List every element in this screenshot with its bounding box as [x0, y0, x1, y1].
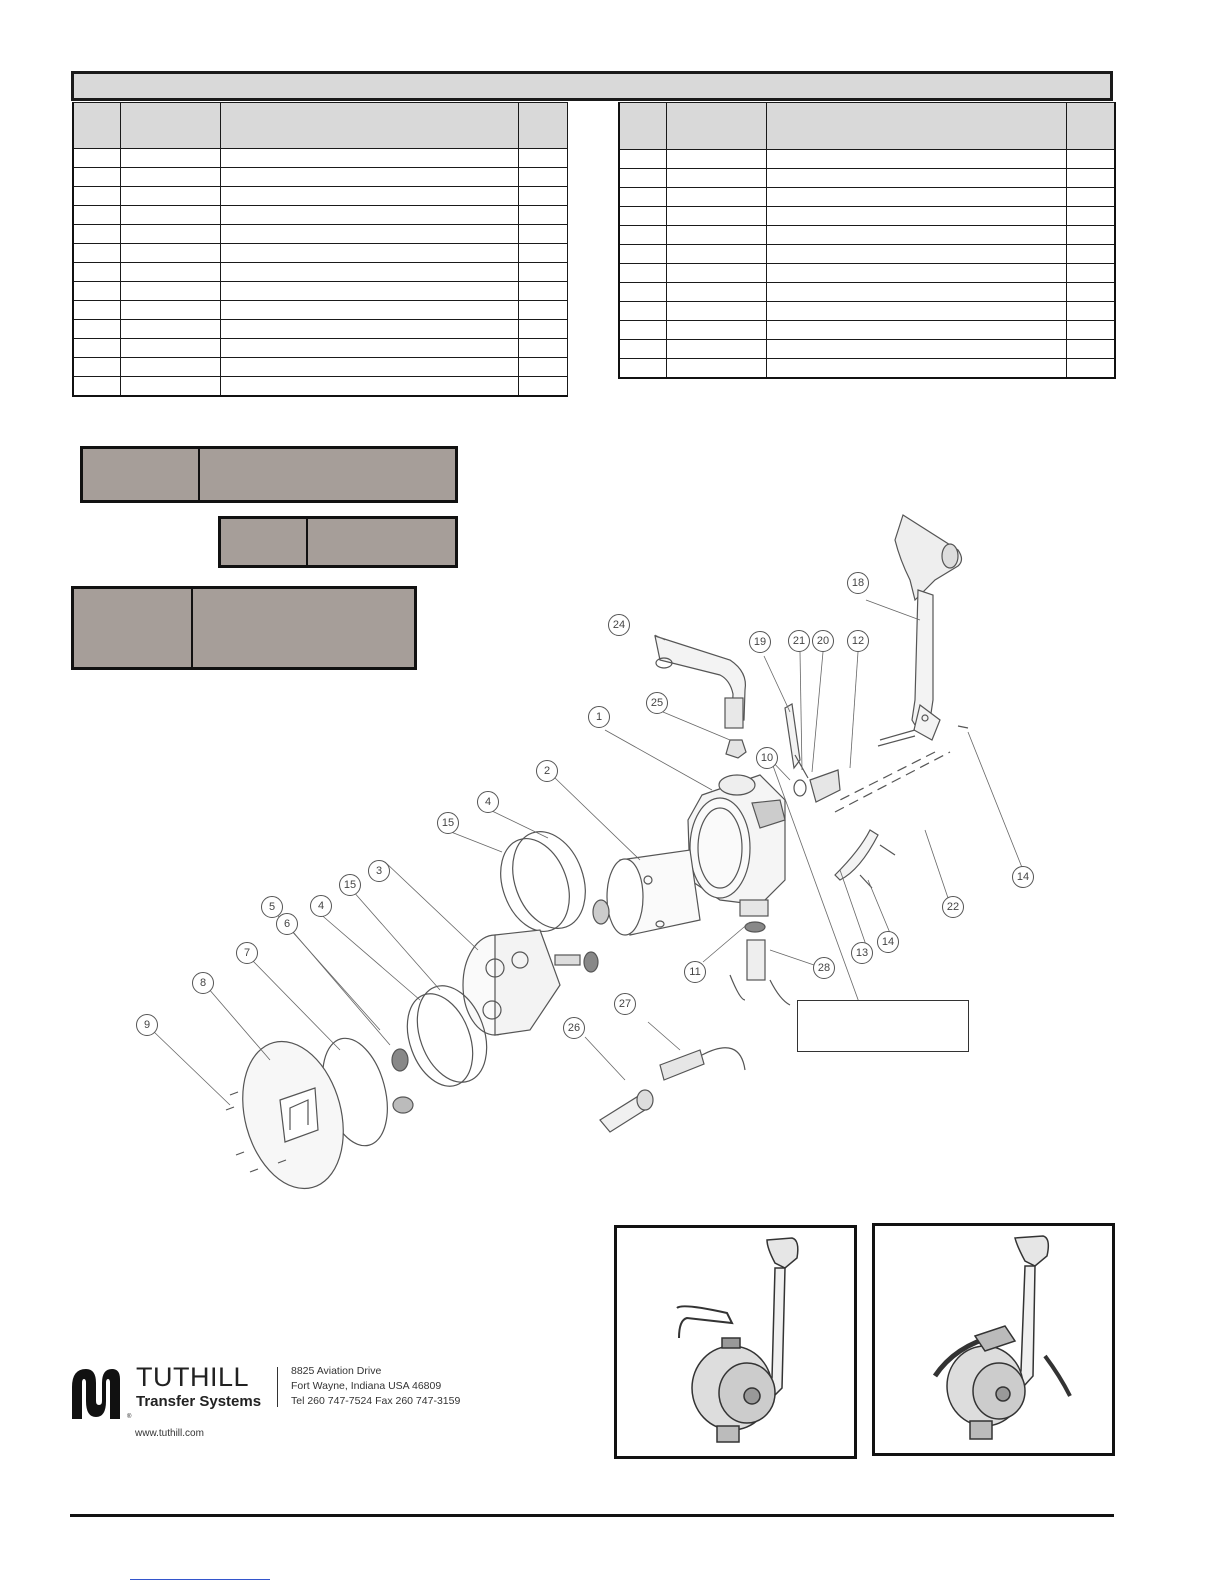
- lever-bracket-part: [835, 830, 895, 888]
- callout-18: 18: [847, 572, 869, 594]
- pump-body-part: [688, 775, 785, 916]
- callout-9: 9: [136, 1014, 158, 1036]
- callout-19: 19: [749, 631, 771, 653]
- pump-with-hose-illustration: [875, 1226, 1112, 1453]
- hose-nozzle-part: [600, 1048, 745, 1132]
- pump-with-spout-illustration: [617, 1228, 854, 1456]
- callout-14: 14: [1012, 866, 1034, 888]
- logo-divider: [277, 1367, 278, 1407]
- valve-part: [593, 900, 609, 924]
- callout-8: 8: [192, 972, 214, 994]
- callout-6: 6: [276, 913, 298, 935]
- company-division: Transfer Systems: [136, 1393, 262, 1410]
- valve-part: [393, 1097, 413, 1113]
- product-image-hose: [872, 1223, 1115, 1456]
- callout-3: 3: [368, 860, 390, 882]
- callout-26: 26: [563, 1017, 585, 1039]
- product-image-spout: [614, 1225, 857, 1459]
- callout-1: 1: [588, 706, 610, 728]
- note-box: [797, 1000, 969, 1052]
- callout-10: 10: [756, 747, 778, 769]
- footer-rule: [70, 1514, 1114, 1517]
- handle-part: [878, 515, 968, 746]
- address-line-1: 8825 Aviation Drive: [291, 1365, 382, 1377]
- tuthill-logo-mark: [70, 1365, 122, 1419]
- phone-fax-line: Tel 260 747-7524 Fax 260 747-3159: [291, 1395, 461, 1407]
- linkage-parts: [785, 704, 840, 802]
- valve-part: [584, 952, 598, 972]
- footer-link-underline: [130, 1579, 270, 1580]
- callout-2: 2: [536, 760, 558, 782]
- callout-13: 13: [851, 942, 873, 964]
- suction-tube-part: [730, 922, 790, 1005]
- callout-27: 27: [614, 993, 636, 1015]
- plug-part: [726, 740, 746, 758]
- callout-7: 7: [236, 942, 258, 964]
- callout-5: 5: [261, 896, 283, 918]
- callout-28: 28: [813, 957, 835, 979]
- cover-plate-part: [227, 1030, 359, 1200]
- callout-21: 21: [788, 630, 810, 652]
- company-name: TUTHILL: [136, 1362, 250, 1392]
- callout-24: 24: [608, 614, 630, 636]
- callout-11: 11: [684, 961, 706, 983]
- callout-25: 25: [646, 692, 668, 714]
- registered-mark: ®: [127, 1414, 132, 1420]
- valve-part: [392, 1049, 408, 1071]
- callout-4: 4: [477, 791, 499, 813]
- callout-20: 20: [812, 630, 834, 652]
- callout-4b: 4: [310, 895, 332, 917]
- cylinder-part: [607, 850, 700, 935]
- callout-15: 15: [437, 812, 459, 834]
- callout-12: 12: [847, 630, 869, 652]
- callout-15b: 15: [339, 874, 361, 896]
- address-line-2: Fort Wayne, Indiana USA 46809: [291, 1380, 442, 1392]
- ring-part: [500, 821, 598, 938]
- website-link[interactable]: www.tuthill.com: [135, 1428, 204, 1439]
- callout-22: 22: [942, 896, 964, 918]
- callout-14b: 14: [877, 931, 899, 953]
